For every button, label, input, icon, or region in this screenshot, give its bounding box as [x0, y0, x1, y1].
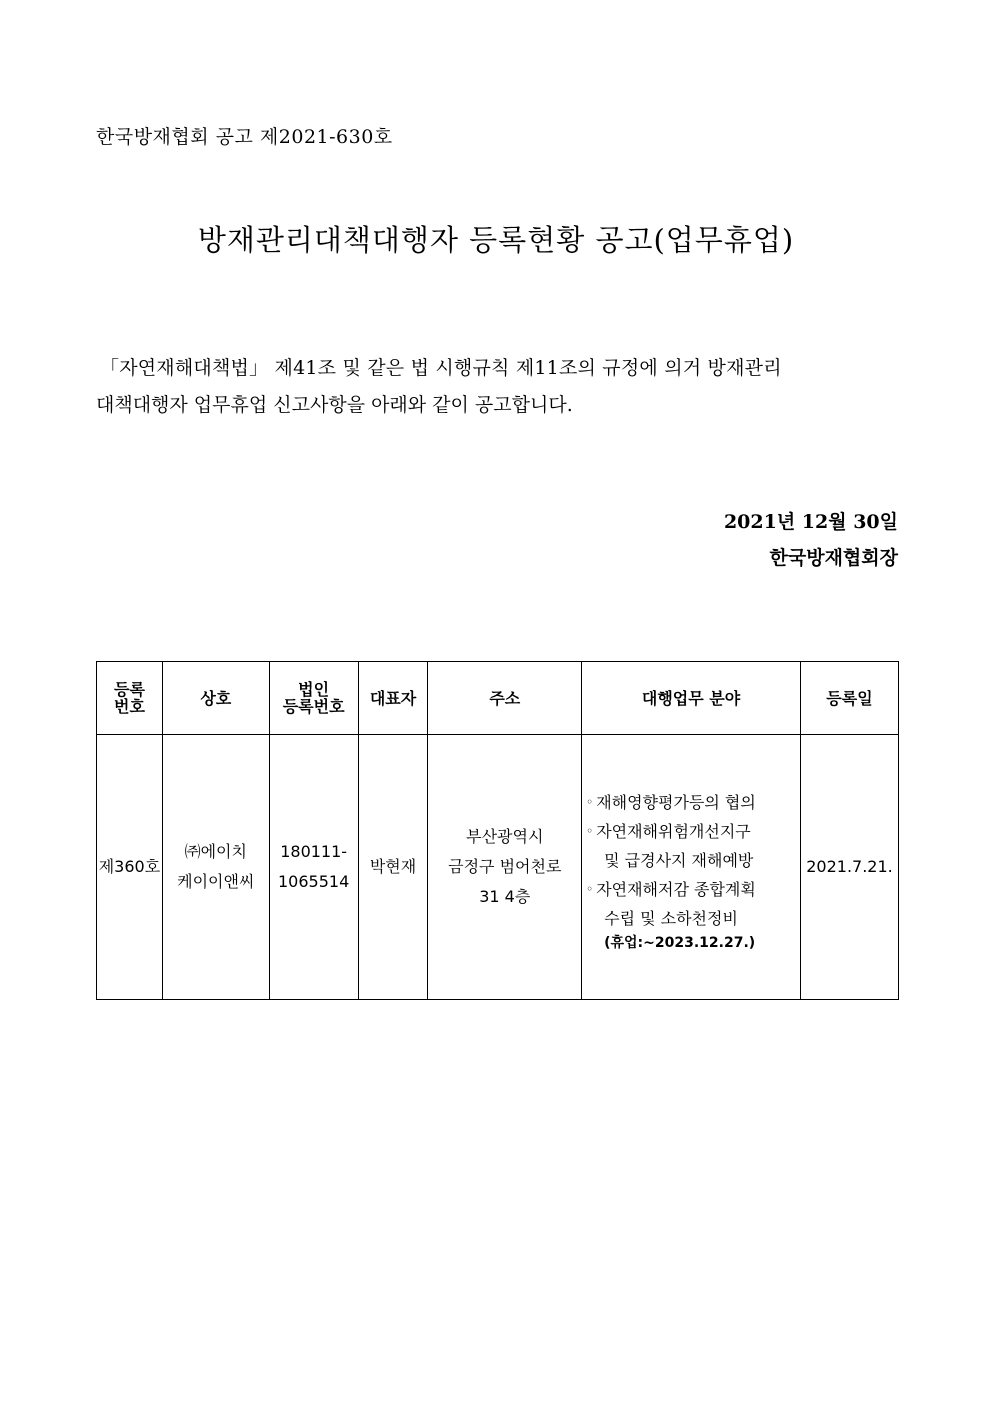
issuer-name: 한국방재협회장 — [769, 547, 898, 569]
business-field-item: ◦ 자연재해위험개선지구 — [586, 821, 751, 841]
document-title: 방재관리대책대행자 등록현황 공고(업무휴업) — [197, 223, 795, 257]
cell-representative: 박현재 — [358, 735, 428, 1000]
header-company: 상호 — [162, 662, 269, 735]
suspension-note: (휴업:~2023.12.27.) — [604, 934, 756, 951]
notice-date: 2021년 12월 30일 — [723, 511, 898, 533]
notice-number: 한국방재협회 공고 제2021-630호 — [96, 126, 393, 148]
header-reg-date: 등록일 — [800, 662, 898, 735]
notice-body — [96, 350, 898, 424]
table-header-row — [97, 662, 899, 735]
header-address: 주소 — [428, 662, 582, 735]
registration-table — [96, 661, 899, 1000]
header-business-field: 대행업무 분야 — [582, 662, 801, 735]
cell-address: 부산광역시 금정구 범어천로 31 4층 — [428, 735, 582, 1000]
business-field-item: ◦ 재해영향평가등의 협의 — [586, 792, 756, 812]
body-line-1: 「자연재해대책법」 제41조 및 같은 법 시행규칙 제11조의 규정에 의거 방재관리 — [100, 357, 782, 379]
header-corp-reg-no: 법인 등록번호 — [269, 662, 358, 735]
header-representative: 대표자 — [358, 662, 428, 735]
header-reg-no: 등록 번호 — [97, 662, 163, 735]
business-field-item: ◦ 자연재해저감 종합계획 — [586, 879, 756, 899]
table-row — [97, 735, 899, 1000]
cell-company: ㈜에이치 케이이앤씨 — [162, 735, 269, 1000]
cell-business-field: ◦ 재해영향평가등의 협의 ◦ 자연재해위험개선지구 및 급경사지 재해예방 ◦ 자연재해저감 종합계획 수립 및 소하천정비 (휴업:~2023.12.27.) — [582, 735, 801, 1000]
body-line-2: 대책대행자 업무휴업 신고사항을 아래와 같이 공고합니다. — [96, 394, 573, 416]
cell-reg-date: 2021.7.21. — [800, 735, 898, 1000]
cell-corp-reg-no: 180111- 1065514 — [269, 735, 358, 1000]
signature-block — [724, 504, 898, 576]
cell-reg-no: 제360호 — [97, 735, 163, 1000]
